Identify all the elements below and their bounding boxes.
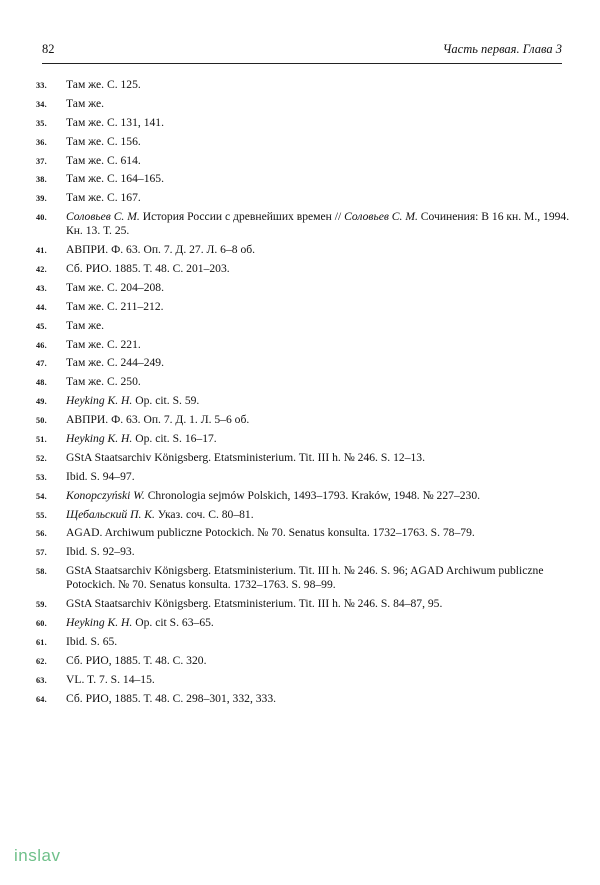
endnote-body: Там же. С. 167. [66, 191, 141, 205]
endnote-text [66, 432, 576, 446]
endnote-number: 63. [36, 675, 47, 685]
endnote [36, 545, 576, 559]
endnote-body: Там же. С. 156. [66, 134, 141, 148]
endnote [36, 338, 576, 352]
endnote-number: 50. [36, 416, 47, 426]
endnote-text [66, 451, 576, 465]
endnote-body: Там же. С. 614. [66, 153, 141, 167]
endnote-body: Ibid. S. 92–93. [66, 545, 135, 559]
endnote-number: 38. [36, 175, 47, 185]
endnote-number: 35. [36, 118, 47, 128]
endnote-body: Там же. С. 164–165. [66, 172, 164, 186]
endnote-number: 60. [36, 619, 47, 629]
endnote [36, 508, 576, 522]
endnote-body: GStA Staatsarchiv Königsberg. Etatsministerium. Tit. III h. № 246. S. 96; AGAD Archiwum publiczne Potockich. № 70. Senatus konsulta. 1732–1763. S. 98–99. [66, 564, 544, 592]
endnote-text [66, 375, 576, 389]
endnote-text [66, 154, 576, 168]
endnote-text [66, 116, 576, 130]
endnote-number: 41. [36, 246, 47, 256]
endnote-text [66, 394, 576, 408]
endnote-text [66, 338, 576, 352]
endnote [36, 394, 576, 408]
endnote [36, 375, 576, 389]
endnote-body: GStA Staatsarchiv Königsberg. Etatsministerium. Tit. III h. № 246. S. 12–13. [66, 450, 425, 464]
endnote [36, 564, 576, 592]
endnote-author: Heyking K. H. [66, 616, 133, 630]
endnote-body: Там же. С. 244–249. [66, 356, 164, 370]
endnote-body: Ibid. S. 65. [66, 634, 118, 648]
endnote [36, 243, 576, 257]
endnote-body: Там же. С. 125. [66, 78, 141, 91]
endnote-number: 62. [36, 656, 47, 666]
endnote [36, 692, 576, 706]
endnote-text [66, 300, 576, 314]
endnote-number: 47. [36, 359, 47, 369]
endnote-number: 37. [36, 156, 47, 166]
endnote-body: Там же. [66, 96, 105, 110]
endnote [36, 413, 576, 427]
endnote [36, 172, 576, 186]
endnote-text [66, 356, 576, 370]
endnote [36, 597, 576, 611]
endnote-text [66, 616, 576, 630]
endnote-body: GStA Staatsarchiv Königsberg. Etatsministerium. Tit. III h. № 246. S. 84–87, 95. [66, 597, 443, 611]
endnote-text [66, 78, 576, 92]
endnote-body: Chronologia sejmów Polskich, 1493–1793. Kraków, 1948. № 227–230. [144, 488, 481, 502]
endnote-text [66, 508, 576, 522]
endnote-author: Щебальский П. К. [66, 507, 155, 521]
endnote-number: 33. [36, 81, 47, 90]
endnote-body: АВПРИ. Ф. 63. Оп. 7. Д. 1. Л. 5–6 об. [66, 413, 250, 427]
endnote-text [66, 597, 576, 611]
endnote-text [66, 210, 576, 238]
endnote-text [66, 545, 576, 559]
endnote-number: 36. [36, 137, 47, 147]
endnote-body: Там же. С. 221. [66, 337, 141, 351]
endnote [36, 356, 576, 370]
endnote-number: 54. [36, 491, 47, 501]
endnote-number: 45. [36, 321, 47, 331]
endnote-body: Сб. РИО, 1885. Т. 48. С. 298–301, 332, 333. [66, 691, 277, 705]
endnote-text [66, 654, 576, 668]
endnote [36, 154, 576, 168]
endnote-text [66, 97, 576, 111]
endnote-text [66, 470, 576, 484]
endnote-body: Там же. С. 204–208. [66, 280, 164, 294]
endnote [36, 300, 576, 314]
endnote-text [66, 135, 576, 149]
endnote [36, 470, 576, 484]
endnote-text [66, 262, 576, 276]
endnote-text [66, 172, 576, 186]
page-number: 82 [42, 42, 55, 56]
endnote-text [66, 635, 576, 649]
endnote-text [66, 673, 576, 687]
endnote [36, 616, 576, 630]
endnote-number: 39. [36, 194, 47, 204]
endnote-author: Соловьев С. М. [344, 210, 418, 224]
endnote-author: Heyking K. H. [66, 394, 133, 408]
endnote-number: 61. [36, 637, 47, 647]
endnote-number: 46. [36, 340, 47, 350]
endnote [36, 432, 576, 446]
endnote-text [66, 243, 576, 257]
endnote [36, 262, 576, 276]
endnote-body: История России с древнейших времен // [139, 210, 345, 224]
endnote-body: Op. cit S. 63–65. [132, 616, 214, 630]
endnote-text [66, 489, 576, 503]
endnote-number: 56. [36, 529, 47, 539]
endnote [36, 451, 576, 465]
endnote-body: Ibid. S. 94–97. [66, 469, 135, 483]
endnote [36, 191, 576, 205]
endnote-author: Heyking K. H. [66, 432, 133, 446]
endnote-body: Там же. [66, 318, 105, 332]
endnote-body: Там же. С. 250. [66, 375, 141, 389]
endnote-text [66, 526, 576, 540]
endnote [36, 116, 576, 130]
endnote-author: Konopczyński W. [66, 488, 145, 502]
endnote [36, 319, 576, 333]
endnote-body: АВПРИ. Ф. 63. Оп. 7. Д. 27. Л. 6–8 об. [66, 243, 256, 257]
endnote-text [66, 564, 576, 592]
endnote-text [66, 692, 576, 706]
endnote [36, 97, 576, 111]
endnote [36, 78, 576, 92]
endnote [36, 489, 576, 503]
endnote-number: 55. [36, 510, 47, 520]
endnote-text [66, 281, 576, 295]
endnote-number: 57. [36, 548, 47, 558]
endnote-number: 49. [36, 397, 47, 407]
endnote-number: 64. [36, 694, 47, 704]
endnote [36, 526, 576, 540]
endnote-author: Соловьев С. М. [66, 210, 140, 224]
endnote-body: Сб. РИО, 1885. Т. 48. С. 320. [66, 653, 207, 667]
endnote [36, 654, 576, 668]
endnote-number: 40. [36, 213, 47, 223]
watermark: inslav [14, 846, 61, 865]
endnote-number: 58. [36, 567, 47, 577]
running-title: Часть первая. Глава 3 [442, 42, 562, 56]
endnote-body: Op. cit. S. 59. [132, 394, 200, 408]
endnote-number: 48. [36, 378, 47, 388]
endnote-text [66, 319, 576, 333]
endnote-number: 44. [36, 302, 47, 312]
endnote-body: Там же. С. 131, 141. [66, 115, 164, 129]
endnote [36, 635, 576, 649]
endnote-text [66, 413, 576, 427]
endnote [36, 281, 576, 295]
endnote-text [66, 191, 576, 205]
endnote-number: 59. [36, 600, 47, 610]
endnote-number: 34. [36, 99, 47, 109]
page-header [42, 42, 562, 60]
endnotes-list [36, 78, 576, 711]
endnote [36, 135, 576, 149]
endnote-body: AGAD. Archiwum publiczne Potockich. № 70. Senatus konsulta. 1732–1763. S. 78–79. [66, 526, 475, 540]
endnote-number: 43. [36, 283, 47, 293]
endnote-number: 53. [36, 472, 47, 482]
endnote-body: Указ. соч. С. 80–81. [154, 507, 254, 521]
endnote-body: Сб. РИО. 1885. Т. 48. С. 201–203. [66, 262, 230, 276]
endnote-number: 42. [36, 265, 47, 275]
endnote [36, 673, 576, 687]
header-rule [42, 63, 562, 64]
endnote-number: 52. [36, 453, 47, 463]
endnote-body: Сочинения: В 16 кн. М., 1994. Кн. 13. Т. 25. [66, 210, 570, 238]
endnote-body: VL. T. 7. S. 14–15. [66, 672, 155, 686]
endnote-body: Op. cit. S. 16–17. [132, 432, 217, 446]
endnote-number: 51. [36, 435, 47, 445]
endnote-body: Там же. С. 211–212. [66, 299, 164, 313]
endnote [36, 210, 576, 238]
